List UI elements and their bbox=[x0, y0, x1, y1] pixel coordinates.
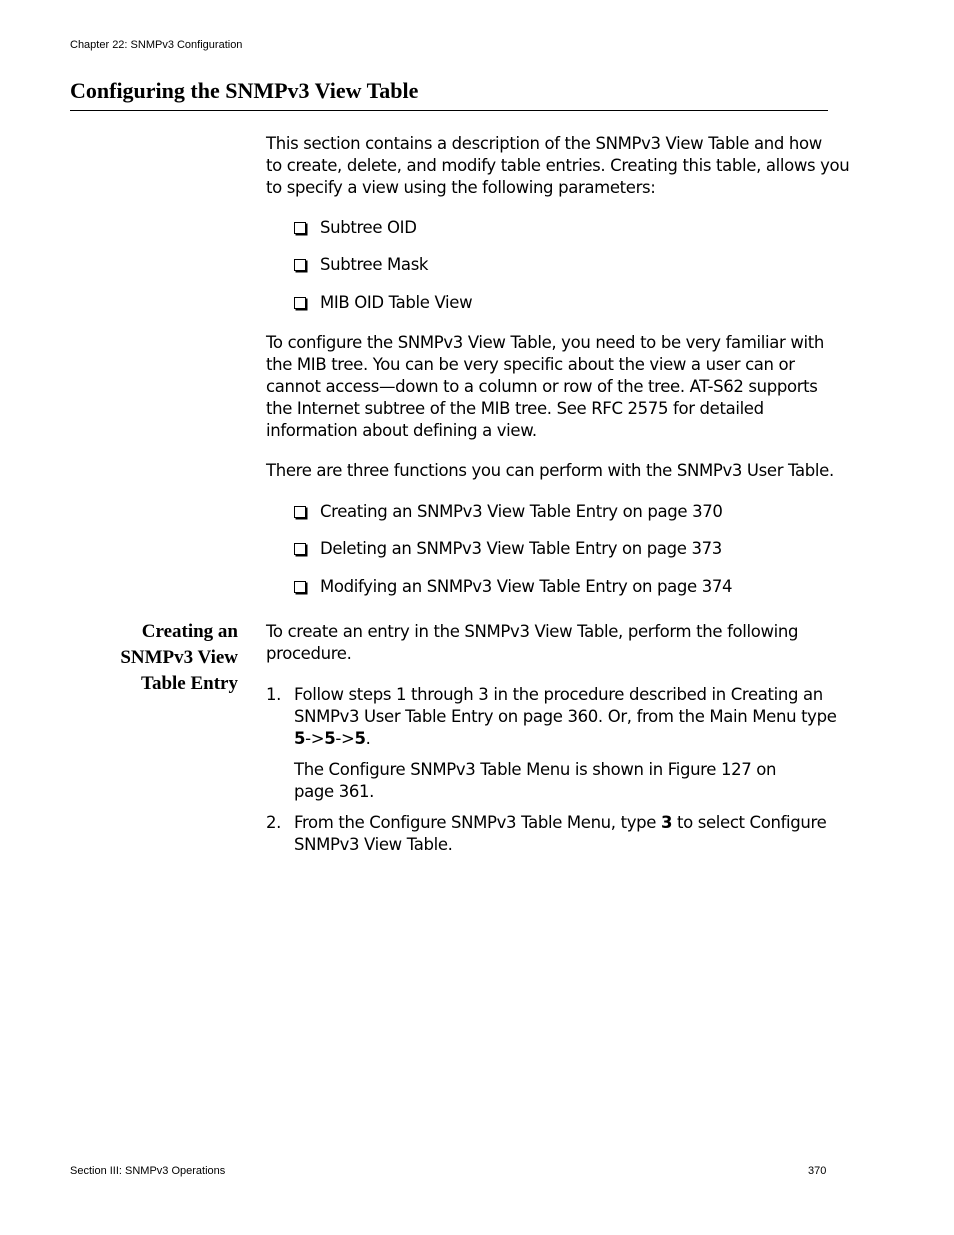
list-item bbox=[294, 501, 723, 523]
cross-reference-link[interactable]: Deleting an SNMPv3 View Table Entry on page 373 bbox=[320, 539, 722, 558]
paragraph: To configure the SNMPv3 View Table, you need to be very familiar with the MIB tree. You can be very specific about the view a user can or cannot access—down to a column or row of the tree. AT-S62 supports the Internet subtree of the MIB tree. See RFC 2575 for detailed information about defining a view. bbox=[266, 333, 824, 440]
cross-reference-link[interactable]: Creating an SNMPv3 View Table Entry on page 370 bbox=[320, 502, 723, 521]
checkbox-bullet-icon bbox=[294, 581, 306, 593]
cross-reference-link[interactable]: Modifying an SNMPv3 View Table Entry on page 374 bbox=[320, 577, 733, 596]
page-title: Configuring the SNMPv3 View Table bbox=[70, 78, 419, 103]
step-2: 2. From the Configure SNMPv3 Table Menu, type 3 to select Configure SNMPv3 View Table. bbox=[266, 813, 827, 854]
checkbox-bullet-icon bbox=[294, 259, 306, 271]
list-item: Subtree Mask bbox=[294, 254, 428, 276]
list-item: Subtree OID bbox=[294, 217, 417, 239]
checkbox-bullet-icon bbox=[294, 543, 306, 555]
running-header: Chapter 22: SNMPv3 Configuration bbox=[70, 39, 243, 51]
step-note: The Configure SNMPv3 Table Menu is shown in Figure 127 on page 361. bbox=[294, 760, 777, 801]
checkbox-bullet-icon bbox=[294, 297, 306, 309]
page-number: 370 bbox=[808, 1165, 827, 1177]
menu-path: 5->5->5. bbox=[294, 729, 371, 748]
text-line: to create, delete, and modify table entries. Creating this table, allows you bbox=[266, 156, 850, 175]
intro-paragraph bbox=[266, 133, 849, 199]
text-line: to specify a view using the following parameters: bbox=[266, 178, 656, 197]
list-item: MIB OID Table View bbox=[294, 292, 472, 314]
section-intro: To create an entry in the SNMPv3 View Table, perform the following procedure. bbox=[266, 622, 799, 663]
running-footer: Section III: SNMPv3 Operations bbox=[70, 1165, 226, 1177]
list-item bbox=[294, 538, 722, 560]
text-line: This section contains a description of the SNMPv3 View Table and how bbox=[266, 134, 822, 153]
paragraph: There are three functions you can perform with the SNMPv3 User Table. bbox=[266, 461, 834, 480]
list-item bbox=[294, 576, 732, 598]
checkbox-bullet-icon bbox=[294, 506, 306, 518]
checkbox-bullet-icon bbox=[294, 222, 306, 234]
step-number: 2. bbox=[266, 813, 282, 832]
step-1: 1. Follow steps 1 through 3 in the procedure described in Creating an SNMPv3 User Table Entry on page 360. Or, from the Main Menu type 5->5->5. bbox=[266, 685, 837, 748]
section-heading: Creating an SNMPv3 View Table Entry bbox=[120, 621, 238, 694]
step-number: 1. bbox=[266, 685, 282, 704]
title-rule bbox=[70, 110, 828, 111]
